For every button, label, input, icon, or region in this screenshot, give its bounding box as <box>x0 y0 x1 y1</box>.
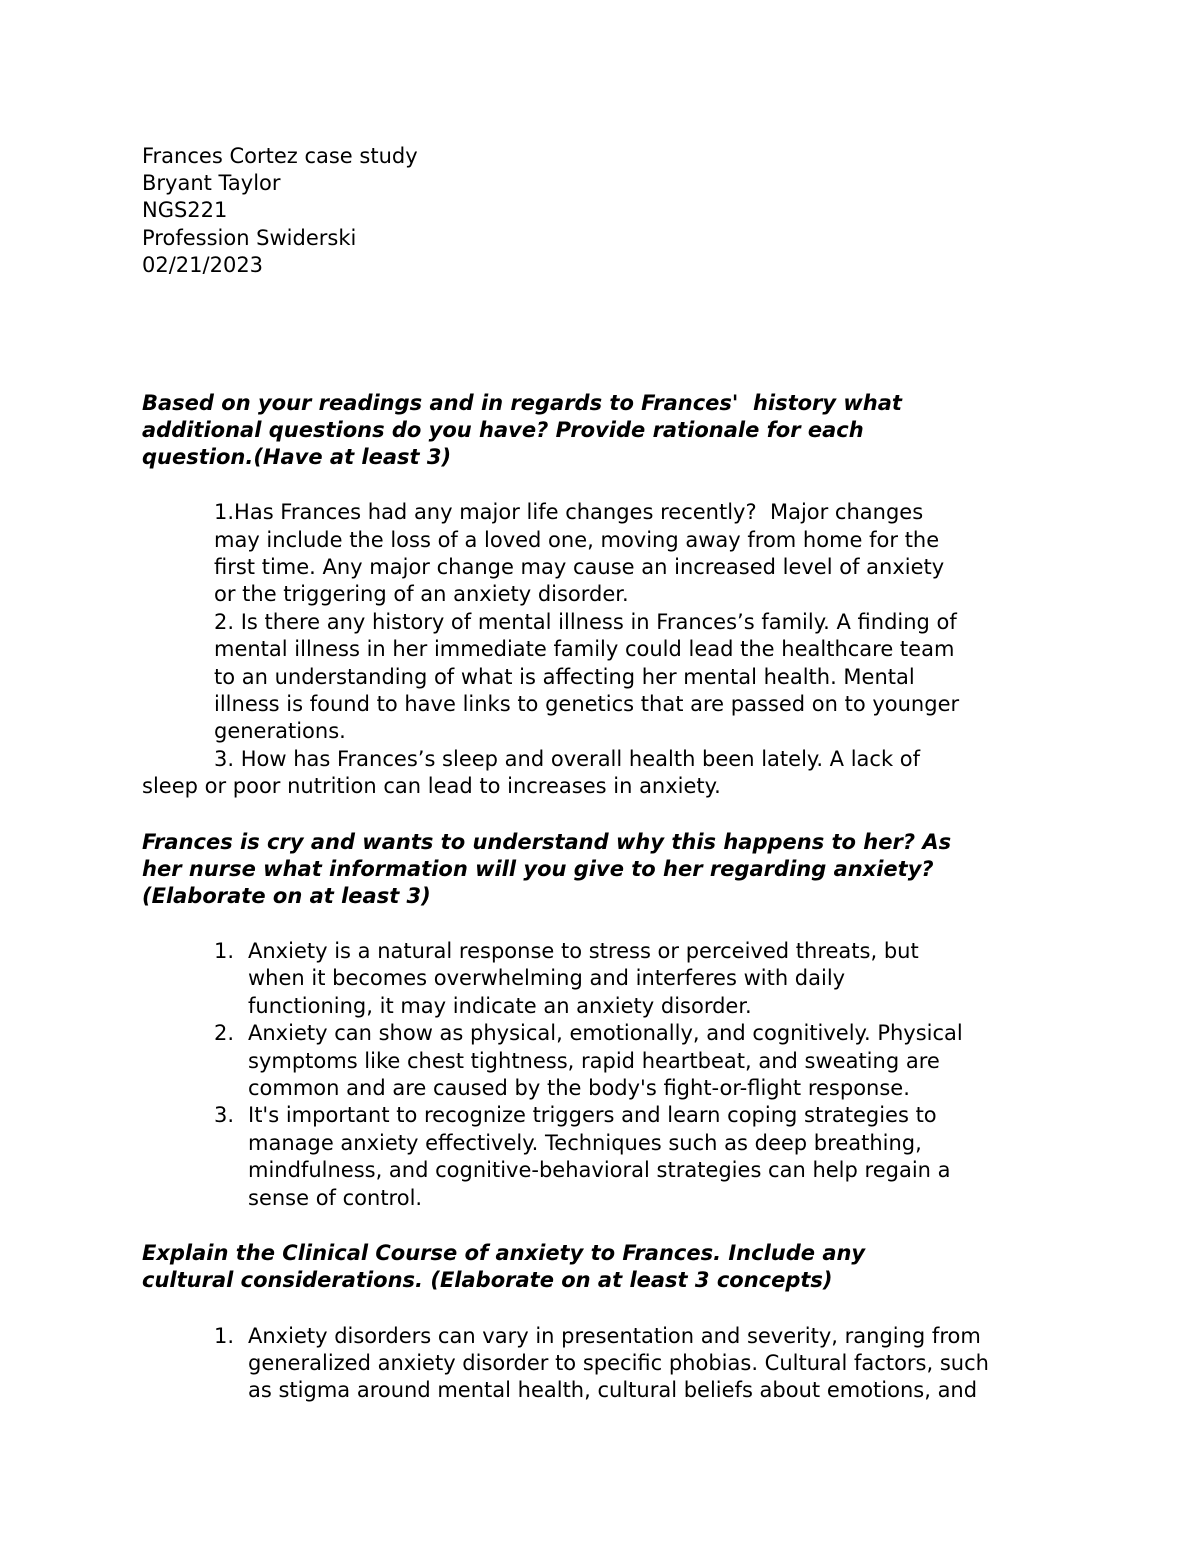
list-number: 1. <box>214 939 235 963</box>
list-item-line: common and are caused by the body's fight-or-flight response. <box>248 1076 910 1100</box>
body-line: 2. Is there any history of mental illness in Frances’s family. A finding of <box>214 610 957 634</box>
list-item-line: Anxiety disorders can vary in presentation and severity, ranging from <box>248 1324 981 1348</box>
heading-line: Explain the Clinical Course of anxiety to Frances. Include any <box>142 1241 866 1265</box>
list-item-line: as stigma around mental health, cultural beliefs about emotions, and <box>248 1378 978 1402</box>
heading-line: cultural considerations. (Elaborate on at least 3 concepts) <box>142 1268 833 1292</box>
list-item-line: functioning, it may indicate an anxiety disorder. <box>248 994 752 1018</box>
heading-line: Based on your readings and in regards to Frances' history what <box>142 391 902 415</box>
list-item-line: mindfulness, and cognitive-behavioral strategies can help regain a <box>248 1158 951 1182</box>
course-code: NGS221 <box>142 198 228 222</box>
list-number: 2. <box>214 1021 235 1045</box>
heading-line: Frances is cry and wants to understand why this happens to her? As <box>142 830 952 854</box>
body-line: generations. <box>214 719 346 743</box>
list-number: 3. <box>214 1103 235 1127</box>
body-line: illness is found to have links to genetics that are passed on to younger <box>214 692 960 716</box>
body-line: 3. How has Frances’s sleep and overall health been lately. A lack of <box>214 747 921 771</box>
heading-line: additional questions do you have? Provide rationale for each <box>142 418 864 442</box>
body-line: to an understanding of what is affecting her mental health. Mental <box>214 665 915 689</box>
list-item-line: Anxiety can show as physical, emotionally, and cognitively. Physical <box>248 1021 963 1045</box>
body-line: mental illness in her immediate family could lead the healthcare team <box>214 637 955 661</box>
author-name: Bryant Taylor <box>142 171 281 195</box>
professor-name: Profession Swiderski <box>142 226 357 250</box>
body-line: first time. Any major change may cause an increased level of anxiety <box>214 555 945 579</box>
body-line: or the triggering of an anxiety disorder. <box>214 582 629 606</box>
body-line: may include the loss of a loved one, moving away from home for the <box>214 528 940 552</box>
heading-line: (Elaborate on at least 3) <box>142 884 431 908</box>
list-item-line: when it becomes overwhelming and interferes with daily <box>248 966 846 990</box>
list-item-line: manage anxiety effectively. Techniques such as deep breathing, <box>248 1131 922 1155</box>
document-date: 02/21/2023 <box>142 253 264 277</box>
list-item-line: sense of control. <box>248 1186 423 1210</box>
document-title: Frances Cortez case study <box>142 144 418 168</box>
list-item-line: symptoms like chest tightness, rapid heartbeat, and sweating are <box>248 1049 940 1073</box>
list-item-line: Anxiety is a natural response to stress or perceived threats, but <box>248 939 919 963</box>
body-line: sleep or poor nutrition can lead to increases in anxiety. <box>142 774 721 798</box>
heading-line: question.(Have at least 3) <box>142 445 452 469</box>
list-item-line: It's important to recognize triggers and learn coping strategies to <box>248 1103 937 1127</box>
body-line: 1.Has Frances had any major life changes recently? Major changes <box>214 500 924 524</box>
heading-line: her nurse what information will you give to her regarding anxiety? <box>142 857 934 881</box>
list-item-line: generalized anxiety disorder to specific phobias. Cultural factors, such <box>248 1351 989 1375</box>
list-number: 1. <box>214 1324 235 1348</box>
